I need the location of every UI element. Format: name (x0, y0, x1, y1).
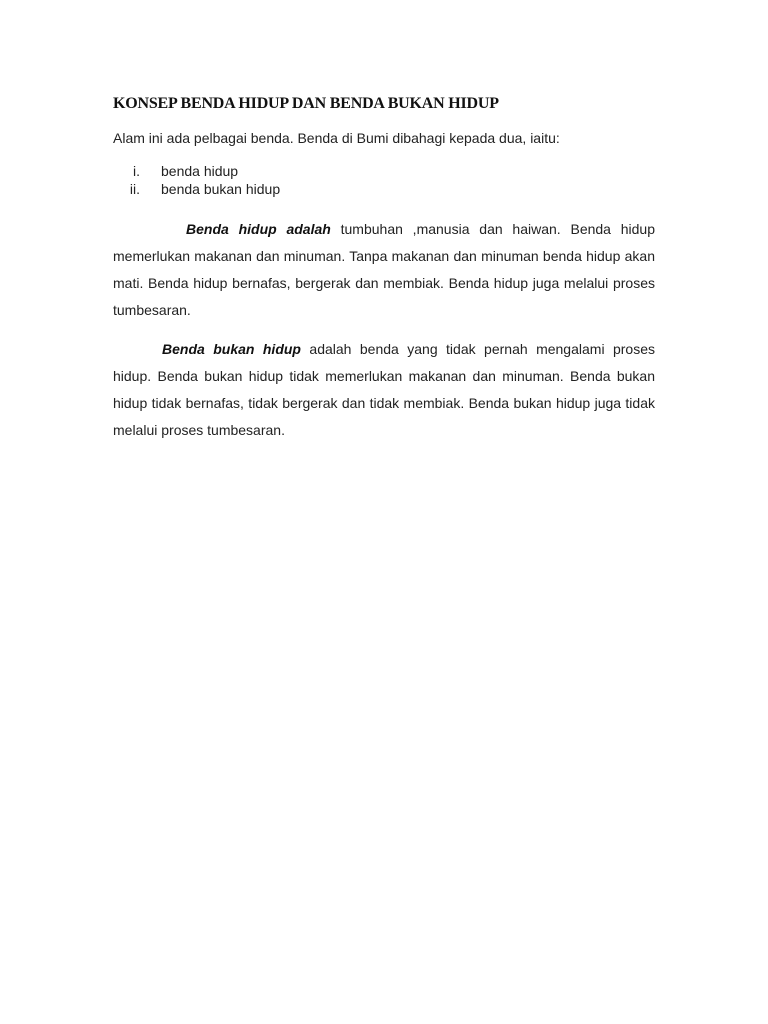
intro-paragraph: Alam ini ada pelbagai benda. Benda di Bumi dibahagi kepada dua, iaitu: (113, 130, 560, 146)
living-things-term: Benda hidup adalah (186, 221, 331, 237)
document-title: KONSEP BENDA HIDUP DAN BENDA BUKAN HIDUP (113, 95, 499, 112)
list-item (113, 180, 655, 198)
living-things-paragraph (113, 216, 655, 324)
non-living-things-text: adalah benda yang tidak pernah mengalami proses hidup. Benda bukan hidup tidak memerlukan makanan dan minuman. Benda bukan hidup tidak bernafas, tidak bergerak dan tidak membiak. Benda bukan hidup juga tidak melalui proses tumbesaran. (113, 341, 656, 438)
document-body (113, 94, 655, 444)
list-item-text: benda bukan hidup (161, 181, 281, 197)
non-living-things-paragraph (113, 336, 655, 444)
list-marker: i. (133, 163, 140, 179)
living-things-text: tumbuhan ,manusia dan haiwan. Benda hidup memerlukan makanan dan minuman. Tanpa makanan dan minuman benda hidup akan mati. Benda hidup bernafas, bergerak dan membiak. Benda hidup juga melalui proses tumbesaran. (113, 221, 656, 318)
list-item-text: benda hidup (161, 163, 239, 179)
list-item (113, 162, 655, 180)
non-living-things-term: Benda bukan hidup (162, 341, 301, 357)
category-list (113, 162, 655, 198)
list-marker: ii. (129, 181, 140, 197)
